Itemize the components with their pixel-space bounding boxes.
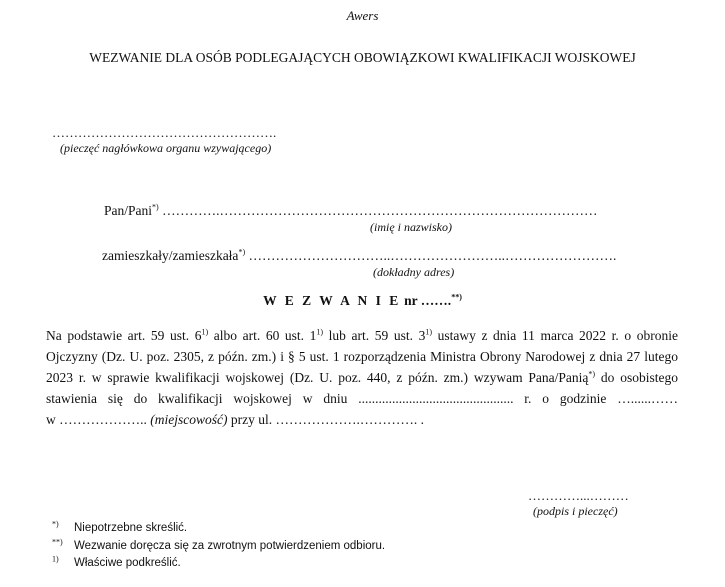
place-caption: (miejscowość) — [150, 412, 228, 427]
signature-caption: (podpis i pieczęć) — [533, 504, 618, 518]
body-line-4: stawienia się do kwalifikacji wojskowej w dniu .............................................. r. o godzinie …......…… — [46, 391, 678, 406]
summons-number: nr ……. — [400, 293, 452, 308]
footnote-item — [52, 554, 181, 569]
address-caption: (dokładny adres) — [373, 265, 455, 279]
recipient-line — [104, 203, 597, 219]
address-line — [102, 248, 616, 264]
recipient-caption: (imię i nazwisko) — [370, 220, 452, 234]
body-line-1: Na podstawie art. 59 ust. 6$^{1)}$ albo art. 60 ust. 1$^{1)}$ lub art. 59 ust. 3$^{1)}$ ustawy z dnia 11 marca 2022 r. o obronie — [46, 327, 678, 343]
footnote-mark: 1) — [425, 327, 432, 337]
footnote-text: Właściwe podkreślić. — [74, 557, 181, 569]
document-title: WEZWANIE DLA OSÓB PODLEGAJĄCYCH OBOWIĄZKOWI KWALIFIKACJI WOJSKOWEJ — [89, 50, 636, 65]
footnote-item — [52, 537, 386, 552]
address-field: …………………………..……………………..……………………. — [245, 248, 617, 263]
recipient-footnote-mark: *) — [152, 202, 159, 212]
recipient-label: Pan/Pani — [104, 203, 153, 218]
body-line-5: w ……………….. (miejscowość) przy ul. ……………….…………. . — [46, 412, 424, 427]
summons-footnote-mark: **) — [451, 292, 462, 302]
summons-word: W E Z W A N I E — [263, 293, 401, 308]
footnote-mark: 1) — [52, 554, 59, 564]
footnote-text: Wezwanie doręcza się za zwrotnym potwierdzeniem odbioru. — [74, 540, 386, 552]
footnote-text: Niepotrzebne skreślić. — [74, 522, 188, 534]
body-line-3: 2023 r. w sprawie kwalifikacji wojskowej (Dz. U. poz. 440, z późn. zm.) wzywam Pana/Panią*) do osobistego — [46, 369, 678, 385]
address-footnote-mark: *) — [238, 247, 246, 257]
side-label: Awers — [346, 8, 379, 23]
footnote-mark: **) — [52, 537, 63, 547]
summons-body — [46, 325, 678, 430]
signature-placeholder: …………...……… — [528, 488, 629, 503]
footnote-mark: *) — [52, 519, 59, 529]
summons-heading — [0, 293, 725, 309]
footnote-mark: 1) — [316, 327, 324, 337]
seal-placeholder: ……………………………………………. — [52, 125, 277, 140]
footnote-mark: *) — [588, 369, 596, 379]
footnote-mark: 1) — [201, 327, 209, 337]
address-label: zamieszkały/zamieszkała — [102, 248, 239, 263]
body-line-2: Ojczyzny (Dz. U. poz. 2305, z późn. zm.) i § 5 ust. 1 rozporządzenia Ministra Obrony Narodowej z dnia 27 lutego — [46, 349, 678, 364]
recipient-name-field: ………….………………………………………………………………………… — [158, 203, 598, 218]
seal-caption: (pieczęć nagłówkowa organu wzywającego) — [60, 141, 272, 155]
footnote-item — [52, 519, 188, 534]
